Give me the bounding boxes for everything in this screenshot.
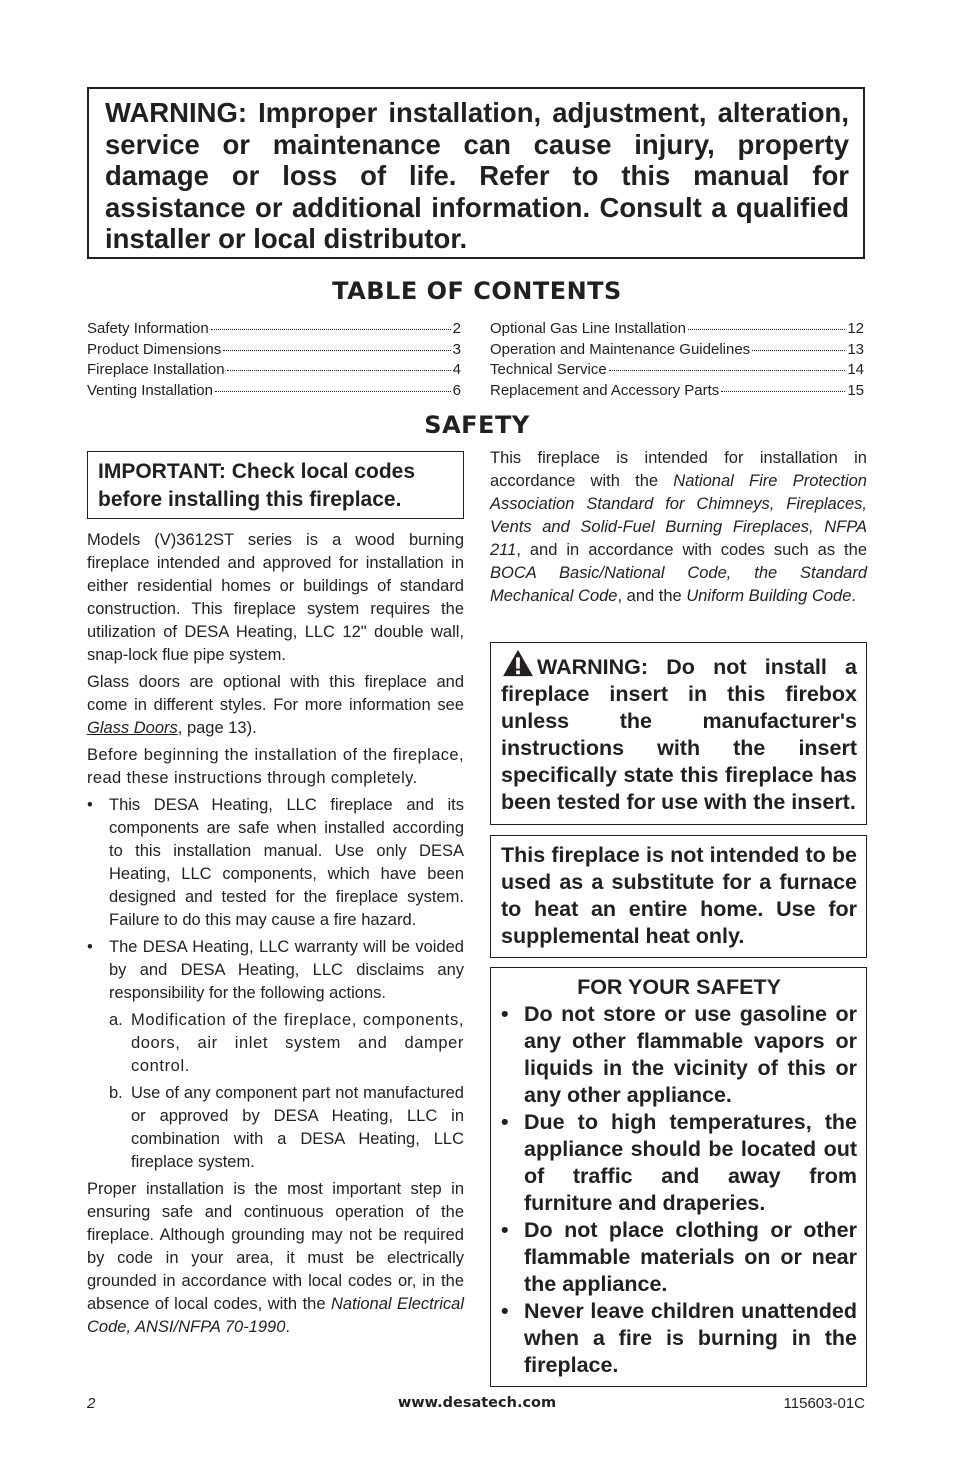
important-box: IMPORTANT: Check local codes before installing this fireplace. [87,451,464,519]
sub-item [109,1082,464,1174]
toc-entry-page: 6 [452,381,461,399]
sub-item [109,1009,464,1078]
toc-leader [211,329,451,330]
toc-entry-page: 2 [452,320,461,337]
toc-entry-label: Product Dimensions [87,340,222,358]
bullet-item [87,794,464,932]
text-run: , page 13). [177,719,257,737]
toc-leader [688,329,845,330]
text-run: , and in accordance with codes such as the [516,541,867,559]
toc-entry[interactable] [490,319,864,340]
models-paragraph: Models (V)3612ST series is a wood burning fireplace intended and approved for installation in either residential homes or buildings of standard construction. This fireplace system requires the utilization of DESA Heating, LLC 12" double wall, snap-lock flue pipe system. [87,531,464,664]
sub-mark: b. [109,1084,123,1102]
safety-title: SAFETY [424,411,530,439]
bullet-mark: • [501,1002,509,1026]
toc-entry-page: 14 [847,361,864,378]
toc-title: TABLE OF CONTENTS [332,277,622,305]
bullet-mark: • [87,938,93,956]
toc-right-column [490,319,864,401]
safety-item [501,1217,857,1298]
insert-warning-text: WARNING: Do not install a fireplace insert in this firebox unless the manufacturer's instructions with the insert specifically state this fireplace has been tested for use with the insert. [501,655,857,814]
text-run-italic: BOCA Basic/National Code, the Standard Mechanical Code [490,564,867,605]
toc-entry-label: Venting Installation [87,381,213,399]
bullet-mark: • [501,1218,509,1242]
safety-item-text: Do not place clothing or other flammable materials on or near the appliance. [524,1218,857,1296]
text-run: Glass doors are optional with this fireplace and come in different styles. For more information see [87,673,464,714]
grounding-paragraph [87,1178,464,1339]
document-number: 115603-01C [783,1395,865,1412]
toc-entry[interactable] [490,360,864,381]
toc-entry-page: 12 [847,320,864,337]
glass-doors-link[interactable]: Glass Doors [87,719,178,737]
toc-left-column [87,319,461,401]
toc-entry[interactable] [490,381,864,402]
toc-entry[interactable] [87,381,461,402]
glass-doors-paragraph [87,671,464,740]
sub-mark: a. [109,1011,123,1029]
toc-entry[interactable] [87,319,461,340]
sub-text: Modification of the fireplace, components, doors, air inlet system and damper control. [131,1011,464,1075]
left-body-text [87,529,464,1339]
toc-leader [721,391,845,392]
toc-leader [609,370,846,371]
toc-entry-label: Safety Information [87,320,209,337]
bullet-text: The DESA Heating, LLC warranty will be voided by and DESA Heating, LLC disclaims any responsibility for the following actions. [109,938,464,1002]
safety-item [501,1001,857,1109]
toc-entry-label: Technical Service [490,361,607,378]
website-url[interactable]: www.desatech.com [397,1395,557,1411]
toc-entry-label: Fireplace Installation [87,361,225,378]
text-run: This fireplace is intended for installation in accordance with the [490,449,867,490]
for-your-safety-box [490,967,867,1387]
before-beginning-paragraph: Before beginning the installation of the fireplace, read these instructions through completely. [87,746,464,787]
furnace-notice-box: This fireplace is not intended to be used as a substitute for a furnace to heat an entire home. Use for supplemental heat only. [490,835,867,958]
toc-entry-page: 3 [452,340,461,358]
bullet-item [87,936,464,1005]
text-run-italic: National Electrical Code, ANSI/NFPA 70-1990 [87,1295,464,1336]
bullet-mark: • [87,796,93,814]
sub-text: Use of any component part not manufactured or approved by DESA Heating, LLC in combination with a DESA Heating, LLC fireplace system. [131,1084,464,1171]
toc-entry[interactable] [87,360,461,381]
text-run: , and the [617,587,687,605]
toc-leader [752,350,845,351]
toc-entry-page: 4 [452,361,461,378]
toc-entry[interactable] [87,340,461,361]
right-column [490,447,867,1377]
toc-entry-page: 15 [847,381,864,399]
toc-entry-label: Operation and Maintenance Guidelines [490,340,751,358]
safety-item [501,1109,857,1217]
page-number: 2 [87,1395,96,1412]
insert-warning-box [490,642,867,825]
toc-entry-label: Optional Gas Line Installation [490,320,686,337]
text-run: . [851,587,856,605]
text-run: Proper installation is the most important step in ensuring safe and continuous operation of the fireplace. Although grounding may not be required by code in your area, it must be electrically grounded in accordance with local codes or, in the absence of local codes, with the [87,1180,464,1313]
toc-leader [223,350,450,351]
safety-item-text: Never leave children unattended when a fire is burning in the fireplace. [524,1299,857,1377]
safety-item-text: Due to high temperatures, the appliance should be located out of traffic and away from furniture and draperies. [524,1110,857,1215]
toc-leader [215,391,451,392]
bullet-mark: • [501,1299,509,1323]
bullet-text: This DESA Heating, LLC fireplace and its components are safe when installed according to this installation manual. Use only DESA Heating, LLC components, which have been designed and tested for the fireplace system. Failure to do this may cause a fire hazard. [109,796,464,929]
nfpa-paragraph [490,447,867,608]
bullet-mark: • [501,1110,509,1134]
text-run: . [285,1318,290,1336]
text-run-italic: Uniform Building Code [686,587,852,605]
toc-entry-label: Replacement and Accessory Parts [490,381,720,399]
safety-item [501,1298,857,1379]
toc-entry[interactable] [490,340,864,361]
left-column [87,451,464,1343]
text-run-italic: National Fire Protection Association Standard for Chimneys, Fireplaces, Vents and Solid-Fuel Burning Fireplaces, NFPA 211 [490,472,867,559]
for-your-safety-header: FOR YOUR SAFETY [577,975,781,999]
top-warning-box: WARNING: Improper installation, adjustment, alteration, service or maintenance can cause injury, property damage or loss of life. Refer to this manual for assistance or additional information. Consult a qualified installer or local distributor. [87,87,865,259]
warning-triangle-icon [501,649,535,677]
toc-entry-page: 13 [847,340,864,358]
toc-leader [227,370,451,371]
safety-item-text: Do not store or use gasoline or any other flammable vapors or liquids in the vicinity of this or any other appliance. [524,1002,857,1107]
